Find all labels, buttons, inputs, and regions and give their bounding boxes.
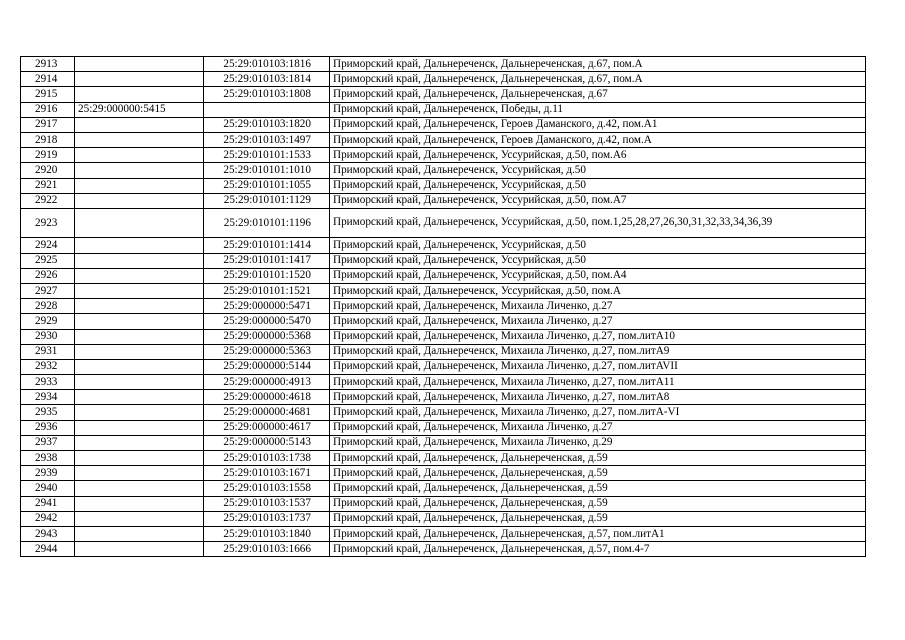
parent-cadastral-number-cell <box>75 148 204 163</box>
address-cell: Приморский край, Дальнереченск, Дальнереченская, д.67 <box>330 87 866 102</box>
table-row <box>21 208 866 238</box>
row-number-cell: 2934 <box>21 390 75 405</box>
cadastral-number-cell: 25:29:010101:1533 <box>204 148 330 163</box>
table-row <box>21 344 866 359</box>
parent-cadastral-number-cell <box>75 87 204 102</box>
row-number-cell: 2925 <box>21 253 75 268</box>
address-cell: Приморский край, Дальнереченск, Уссурийская, д.50, пом.А4 <box>330 268 866 283</box>
address-cell: Приморский край, Дальнереченск, Дальнереченская, д.59 <box>330 481 866 496</box>
row-number-cell: 2923 <box>21 208 75 238</box>
row-number-cell: 2943 <box>21 526 75 541</box>
parent-cadastral-number-cell <box>75 329 204 344</box>
parent-cadastral-number-cell <box>75 178 204 193</box>
cadastral-number-cell: 25:29:000000:5143 <box>204 435 330 450</box>
parent-cadastral-number-cell <box>75 238 204 253</box>
parent-cadastral-number-cell <box>75 208 204 238</box>
cadastral-number-cell: 25:29:010103:1666 <box>204 542 330 557</box>
address-cell: Приморский край, Дальнереченск, Дальнереченская, д.57, пом.литА1 <box>330 526 866 541</box>
parent-cadastral-number-cell <box>75 435 204 450</box>
row-number-cell: 2931 <box>21 344 75 359</box>
row-number-cell: 2939 <box>21 466 75 481</box>
address-cell: Приморский край, Дальнереченск, Дальнереченская, д.67, пом.А <box>330 72 866 87</box>
parent-cadastral-number-cell <box>75 253 204 268</box>
table-row <box>21 299 866 314</box>
row-number-cell: 2937 <box>21 435 75 450</box>
cadastral-number-cell: 25:29:010103:1671 <box>204 466 330 481</box>
address-cell: Приморский край, Дальнереченск, Дальнереченская, д.59 <box>330 511 866 526</box>
row-number-cell: 2916 <box>21 102 75 117</box>
address-cell: Приморский край, Дальнереченск, Героев Даманского, д.42, пом.А <box>330 132 866 147</box>
table-row <box>21 178 866 193</box>
table-row <box>21 466 866 481</box>
cadastral-number-cell: 25:29:000000:5368 <box>204 329 330 344</box>
cadastral-number-cell: 25:29:000000:4681 <box>204 405 330 420</box>
cadastral-number-cell: 25:29:010103:1537 <box>204 496 330 511</box>
address-cell: Приморский край, Дальнереченск, Уссурийская, д.50, пом.А7 <box>330 193 866 208</box>
row-number-cell: 2942 <box>21 511 75 526</box>
table-row <box>21 314 866 329</box>
table-row <box>21 238 866 253</box>
cadastral-number-cell: 25:29:010101:1129 <box>204 193 330 208</box>
row-number-cell: 2920 <box>21 163 75 178</box>
parent-cadastral-number-cell <box>75 542 204 557</box>
cadastral-number-cell: 25:29:010101:1055 <box>204 178 330 193</box>
cadastral-number-cell: 25:29:000000:5471 <box>204 299 330 314</box>
address-cell: Приморский край, Дальнереченск, Михаила Личенко, д.27, пом.литА11 <box>330 375 866 390</box>
cadastral-number-cell: 25:29:010103:1808 <box>204 87 330 102</box>
table-row <box>21 451 866 466</box>
address-cell: Приморский край, Дальнереченск, Дальнереченская, д.59 <box>330 496 866 511</box>
row-number-cell: 2933 <box>21 375 75 390</box>
table-row <box>21 72 866 87</box>
cadastral-number-cell: 25:29:010103:1558 <box>204 481 330 496</box>
table-row <box>21 405 866 420</box>
address-cell: Приморский край, Дальнереченск, Уссурийская, д.50 <box>330 163 866 178</box>
table-row <box>21 253 866 268</box>
table-row <box>21 542 866 557</box>
table-row <box>21 359 866 374</box>
table-row <box>21 481 866 496</box>
table-row <box>21 102 866 117</box>
cadastral-number-cell: 25:29:000000:5470 <box>204 314 330 329</box>
address-cell: Приморский край, Дальнереченск, Михаила Личенко, д.27, пом.литА8 <box>330 390 866 405</box>
address-cell: Приморский край, Дальнереченск, Победы, д.11 <box>330 102 866 117</box>
cadastral-number-cell: 25:29:010103:1738 <box>204 451 330 466</box>
parent-cadastral-number-cell <box>75 359 204 374</box>
parent-cadastral-number-cell <box>75 299 204 314</box>
cadastral-number-cell: 25:29:010101:1196 <box>204 208 330 238</box>
table-row <box>21 268 866 283</box>
cadastral-number-cell: 25:29:000000:4617 <box>204 420 330 435</box>
address-cell: Приморский край, Дальнереченск, Михаила Личенко, д.27 <box>330 299 866 314</box>
address-cell: Приморский край, Дальнереченск, Уссурийская, д.50 <box>330 238 866 253</box>
table-row <box>21 163 866 178</box>
cadastral-number-cell: 25:29:010101:1010 <box>204 163 330 178</box>
cadastral-number-cell: 25:29:000000:5144 <box>204 359 330 374</box>
address-cell: Приморский край, Дальнереченск, Уссурийская, д.50, пом.А <box>330 283 866 298</box>
row-number-cell: 2919 <box>21 148 75 163</box>
parent-cadastral-number-cell <box>75 390 204 405</box>
address-cell: Приморский край, Дальнереченск, Михаила Личенко, д.27, пом.литА9 <box>330 344 866 359</box>
cadastral-number-cell: 25:29:010101:1521 <box>204 283 330 298</box>
cadastral-number-cell: 25:29:000000:4618 <box>204 390 330 405</box>
cadastral-number-cell: 25:29:010103:1840 <box>204 526 330 541</box>
cadastral-number-cell: 25:29:010103:1737 <box>204 511 330 526</box>
parent-cadastral-number-cell <box>75 344 204 359</box>
parent-cadastral-number-cell <box>75 420 204 435</box>
cadastral-number-cell: 25:29:010101:1520 <box>204 268 330 283</box>
table-row <box>21 435 866 450</box>
row-number-cell: 2914 <box>21 72 75 87</box>
table-row <box>21 193 866 208</box>
row-number-cell: 2930 <box>21 329 75 344</box>
table-row <box>21 526 866 541</box>
parent-cadastral-number-cell <box>75 314 204 329</box>
address-cell: Приморский край, Дальнереченск, Уссурийская, д.50, пом.1,25,28,27,26,30,31,32,33,34,36,39 <box>330 208 866 238</box>
parent-cadastral-number-cell <box>75 132 204 147</box>
row-number-cell: 2917 <box>21 117 75 132</box>
table-row <box>21 283 866 298</box>
table-row <box>21 420 866 435</box>
table-row <box>21 87 866 102</box>
table-row <box>21 57 866 72</box>
parent-cadastral-number-cell <box>75 163 204 178</box>
table-row <box>21 511 866 526</box>
row-number-cell: 2941 <box>21 496 75 511</box>
address-cell: Приморский край, Дальнереченск, Михаила Личенко, д.27, пом.литА-VI <box>330 405 866 420</box>
parent-cadastral-number-cell <box>75 481 204 496</box>
address-cell: Приморский край, Дальнереченск, Дальнереченская, д.59 <box>330 451 866 466</box>
row-number-cell: 2913 <box>21 57 75 72</box>
parent-cadastral-number-cell <box>75 511 204 526</box>
address-cell: Приморский край, Дальнереченск, Михаила Личенко, д.27 <box>330 314 866 329</box>
row-number-cell: 2915 <box>21 87 75 102</box>
cadastral-number-cell: 25:29:010101:1417 <box>204 253 330 268</box>
parent-cadastral-number-cell <box>75 57 204 72</box>
parent-cadastral-number-cell <box>75 375 204 390</box>
address-cell: Приморский край, Дальнереченск, Уссурийская, д.50 <box>330 178 866 193</box>
row-number-cell: 2928 <box>21 299 75 314</box>
parent-cadastral-number-cell <box>75 193 204 208</box>
address-cell: Приморский край, Дальнереченск, Михаила Личенко, д.27 <box>330 420 866 435</box>
parent-cadastral-number-cell <box>75 268 204 283</box>
table-row <box>21 375 866 390</box>
row-number-cell: 2938 <box>21 451 75 466</box>
cadastral-number-cell: 25:29:010103:1820 <box>204 117 330 132</box>
table-row <box>21 329 866 344</box>
row-number-cell: 2935 <box>21 405 75 420</box>
parent-cadastral-number-cell <box>75 451 204 466</box>
table-row <box>21 390 866 405</box>
address-cell: Приморский край, Дальнереченск, Дальнереченская, д.57, пом.4-7 <box>330 542 866 557</box>
parent-cadastral-number-cell <box>75 117 204 132</box>
parent-cadastral-number-cell: 25:29:000000:5415 <box>75 102 204 117</box>
row-number-cell: 2924 <box>21 238 75 253</box>
parent-cadastral-number-cell <box>75 283 204 298</box>
parent-cadastral-number-cell <box>75 405 204 420</box>
address-cell: Приморский край, Дальнереченск, Михаила Личенко, д.27, пом.литА10 <box>330 329 866 344</box>
address-cell: Приморский край, Дальнереченск, Героев Даманского, д.42, пом.А1 <box>330 117 866 132</box>
row-number-cell: 2926 <box>21 268 75 283</box>
row-number-cell: 2927 <box>21 283 75 298</box>
row-number-cell: 2922 <box>21 193 75 208</box>
row-number-cell: 2921 <box>21 178 75 193</box>
row-number-cell: 2940 <box>21 481 75 496</box>
row-number-cell: 2918 <box>21 132 75 147</box>
parent-cadastral-number-cell <box>75 526 204 541</box>
address-cell: Приморский край, Дальнереченск, Дальнереченская, д.67, пом.А <box>330 57 866 72</box>
parent-cadastral-number-cell <box>75 496 204 511</box>
row-number-cell: 2929 <box>21 314 75 329</box>
cadastral-number-cell: 25:29:010103:1816 <box>204 57 330 72</box>
cadastral-number-cell: 25:29:010103:1814 <box>204 72 330 87</box>
row-number-cell: 2932 <box>21 359 75 374</box>
table-row <box>21 496 866 511</box>
address-cell: Приморский край, Дальнереченск, Дальнереченская, д.59 <box>330 466 866 481</box>
row-number-cell: 2944 <box>21 542 75 557</box>
cadastral-number-cell: 25:29:010103:1497 <box>204 132 330 147</box>
registry-body <box>21 57 866 557</box>
cadastral-number-cell: 25:29:000000:5363 <box>204 344 330 359</box>
address-cell: Приморский край, Дальнереченск, Михаила Личенко, д.27, пом.литAVII <box>330 359 866 374</box>
property-registry-table <box>20 56 866 557</box>
table-row <box>21 148 866 163</box>
table-row <box>21 132 866 147</box>
row-number-cell: 2936 <box>21 420 75 435</box>
parent-cadastral-number-cell <box>75 72 204 87</box>
address-cell: Приморский край, Дальнереченск, Уссурийская, д.50, пом.А6 <box>330 148 866 163</box>
cadastral-number-cell: 25:29:000000:4913 <box>204 375 330 390</box>
cadastral-number-cell: 25:29:010101:1414 <box>204 238 330 253</box>
address-cell: Приморский край, Дальнереченск, Михаила Личенко, д.29 <box>330 435 866 450</box>
parent-cadastral-number-cell <box>75 466 204 481</box>
cadastral-number-cell <box>204 102 330 117</box>
address-cell: Приморский край, Дальнереченск, Уссурийская, д.50 <box>330 253 866 268</box>
table-row <box>21 117 866 132</box>
